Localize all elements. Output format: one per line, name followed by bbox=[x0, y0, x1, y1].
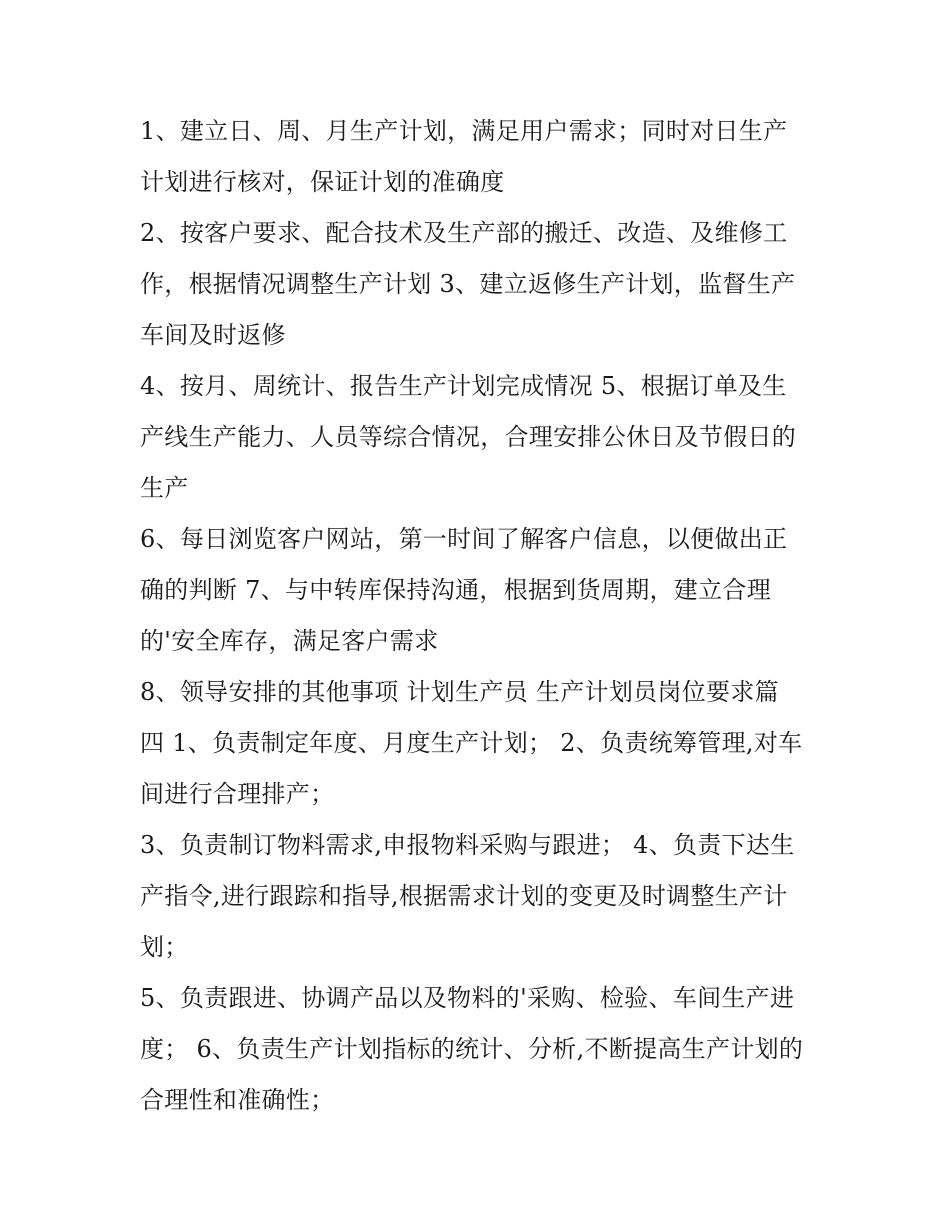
text-line: 5、负责跟进、协调产品以及物料的'采购、检验、车间生产进 bbox=[140, 984, 795, 1012]
text-line: 3、负责制订物料需求,申报物料采购与跟进； 4、负责下达生 bbox=[140, 831, 795, 859]
text-line: 计划进行核对，保证计划的准确度 bbox=[140, 168, 505, 196]
text-line: 间进行合理排产； bbox=[140, 780, 335, 808]
text-line: 产指令,进行跟踪和指导,根据需求计划的变更及时调整生产计 bbox=[140, 882, 788, 910]
text-line: 合理性和准确性； bbox=[140, 1086, 335, 1114]
text-line: 6、每日浏览客户网站，第一时间了解客户信息，以便做出正 bbox=[140, 525, 788, 553]
text-line: 1、建立日、周、月生产计划，满足用户需求；同时对日生产 bbox=[140, 117, 788, 145]
text-line: 8、领导安排的其他事项 计划生产员 生产计划员岗位要求篇 bbox=[140, 678, 779, 706]
text-line: 四 1、负责制定年度、月度生产计划； 2、负责统筹管理,对车 bbox=[140, 729, 803, 757]
text-line: 的'安全库存，满足客户需求 bbox=[140, 627, 439, 655]
text-line: 车间及时返修 bbox=[140, 321, 286, 349]
document-body bbox=[140, 106, 820, 1126]
text-line: 生产 bbox=[140, 474, 189, 502]
text-line: 度； 6、负责生产计划指标的统计、分析,不断提高生产计划的 bbox=[140, 1035, 804, 1063]
text-line: 2、按客户要求、配合技术及生产部的搬迁、改造、及维修工 bbox=[140, 219, 788, 247]
text-line: 作，根据情况调整生产计划 3、建立返修生产计划，监督生产 bbox=[140, 270, 796, 298]
text-line: 4、按月、周统计、报告生产计划完成情况 5、根据订单及生 bbox=[140, 372, 787, 400]
text-line: 划； bbox=[140, 933, 189, 961]
text-line: 确的判断 7、与中转库保持沟通，根据到货周期，建立合理 bbox=[140, 576, 771, 604]
text-line: 产线生产能力、人员等综合情况，合理安排公休日及节假日的 bbox=[140, 423, 797, 451]
